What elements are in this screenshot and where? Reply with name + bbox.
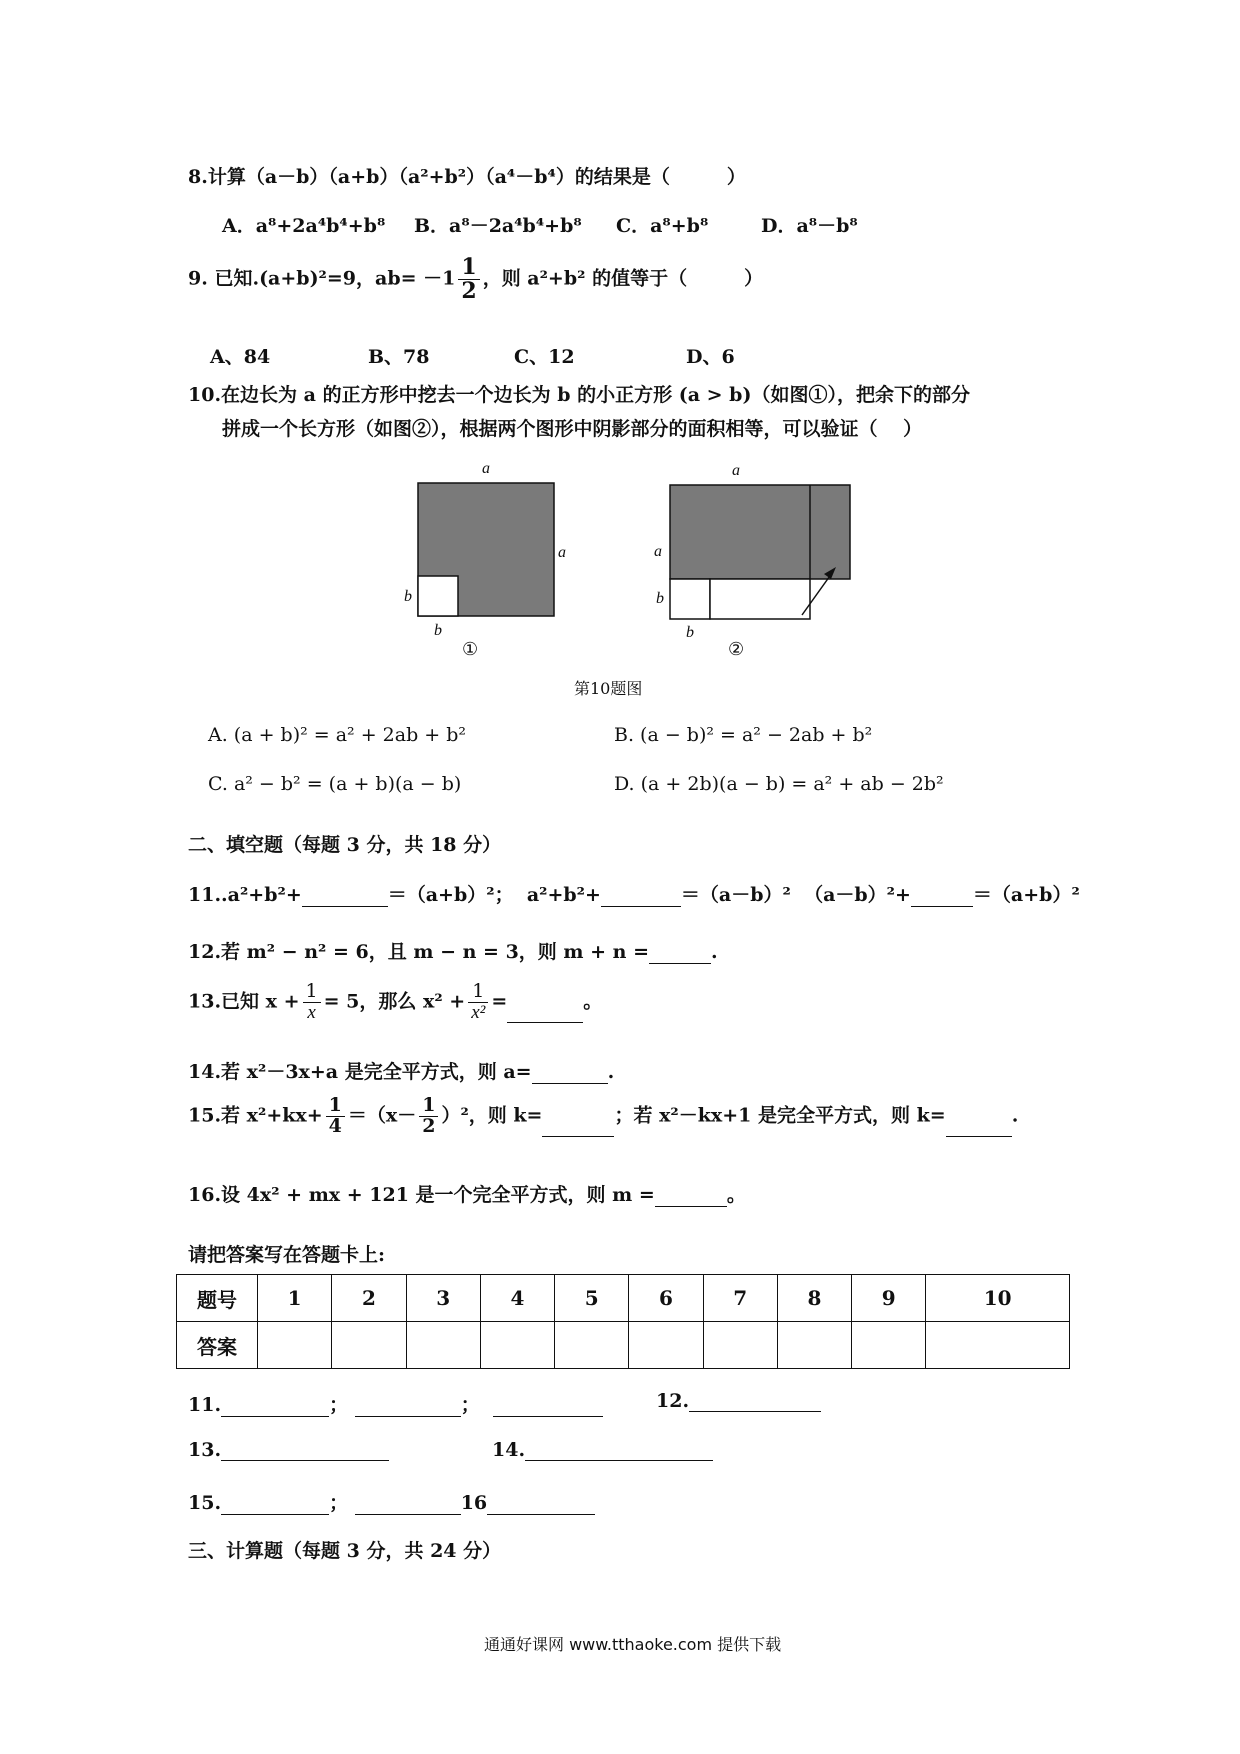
answer-label-11: 11.: [188, 1394, 222, 1416]
answer-cell: [777, 1322, 851, 1369]
q10-stem-line1: 10.在边长为 a 的正方形中挖去一个边长为 b 的小正方形 (a > b)（如图①），把余下的部分: [188, 384, 970, 406]
answer-line-15-16: [188, 1488, 595, 1515]
answer-table-number: 3: [406, 1275, 480, 1322]
q15-blank-1: [542, 1115, 614, 1137]
q16-part1: 16.设 4x² + mx + 121 是一个完全平方式，则 m =: [188, 1184, 655, 1206]
answer-cell: [926, 1322, 1070, 1369]
answer-table-number: 6: [629, 1275, 703, 1322]
q15-f1-denominator: 4: [328, 1114, 342, 1137]
fig2-label-b-bottom: b: [686, 624, 694, 641]
q13-fraction-1: [303, 982, 321, 1023]
fig1-label-b-bottom: b: [434, 622, 442, 639]
q13-f2-numerator: 1: [468, 982, 488, 1003]
q13-f1-numerator: 1: [303, 982, 321, 1003]
q9-stem-after: ，则 a²+b² 的值等于（ ）: [482, 267, 764, 290]
answer-cell: [852, 1322, 926, 1369]
fig1-label-a-right: a: [558, 544, 566, 561]
q16-part2: 。: [726, 1184, 746, 1206]
q11-part6: ＝（a+b）²: [972, 884, 1080, 906]
answer-line-12: [656, 1390, 821, 1412]
answer-blank-15b: [355, 1493, 461, 1515]
q15-part5: .: [1011, 1104, 1019, 1127]
q9-fraction: [458, 256, 479, 303]
q11-blank-3: [911, 885, 973, 907]
q8-option-b: B．a⁸－2a⁴b⁴+b⁸: [414, 215, 582, 237]
q9-option-c: C、12: [514, 346, 575, 368]
q9-option-a: A、84: [210, 346, 271, 368]
answer-cell: [703, 1322, 777, 1369]
q12-part1: 12.若 m² − n² = 6，且 m − n = 3，则 m + n =: [188, 941, 650, 963]
q13-blank: [507, 1001, 583, 1023]
q11: [188, 880, 1080, 907]
answer-blank-16: [487, 1493, 595, 1515]
footer-text: 通通好课网 www.tthaoke.com 提供下载: [484, 1635, 782, 1654]
answer-label-16: 16: [460, 1492, 488, 1514]
q10-option-c: C. a² − b² = (a + b)(a − b): [208, 773, 462, 795]
fig2-label-a-left: a: [654, 543, 662, 560]
answer-cell: [555, 1322, 629, 1369]
q9-fraction-numerator: 1: [458, 256, 479, 280]
answer-label-12: 12.: [656, 1390, 690, 1412]
q12: [188, 937, 718, 964]
answer-table: [176, 1274, 1070, 1369]
answer-line-14: [492, 1439, 713, 1461]
q12-part2: .: [711, 941, 718, 963]
q13-fraction-2: [468, 982, 488, 1023]
q11-part3: a²+b²+: [526, 884, 601, 906]
answer-blank-13: [221, 1439, 389, 1461]
answer-table-row1-label: 题号: [177, 1275, 258, 1322]
q10-option-b: B. (a − b)² = a² − 2ab + b²: [614, 724, 873, 746]
answer-table-number: 9: [852, 1275, 926, 1322]
answer-table-row2-label: 答案: [177, 1322, 258, 1369]
q15-fraction-1: [326, 1096, 345, 1137]
q10-option-a: A. (a + b)² = a² + 2ab + b²: [208, 724, 467, 746]
q15-f2-denominator: 2: [422, 1114, 436, 1137]
answer-cell: [406, 1322, 480, 1369]
answer-table-number: 8: [777, 1275, 851, 1322]
answer-blank-15a: [221, 1493, 329, 1515]
q11-blank-2: [601, 885, 681, 907]
q11-blank-1: [302, 885, 388, 907]
q13-part4: 。: [583, 990, 603, 1013]
fig1-label-b-left: b: [404, 588, 412, 605]
section2-title: 二、填空题（每题 3 分，共 18 分）: [188, 834, 502, 856]
answer-table-number: 4: [480, 1275, 554, 1322]
answer-cell: [332, 1322, 406, 1369]
answer-blank-12: [689, 1390, 821, 1412]
q9-stem-before: 9. 已知.(a+b)²=9，ab= －1: [188, 267, 456, 290]
answer-blank-11b: [355, 1395, 461, 1417]
answer-sep: ；: [460, 1394, 480, 1416]
answer-label-13: 13.: [188, 1439, 222, 1461]
answer-table-answer-row: [177, 1322, 1070, 1369]
fig2-shaded-rect: [670, 485, 850, 579]
fig2-mark: ②: [728, 639, 745, 660]
q13-part1: 13.已知 x +: [188, 990, 300, 1013]
fig1-mark: ①: [462, 639, 479, 660]
answer-label-15: 15.: [188, 1492, 222, 1514]
answer-prompt: 请把答案写在答题卡上:: [188, 1244, 386, 1266]
q10-figure-caption: 第10题图: [574, 679, 643, 698]
answer-cell: [629, 1322, 703, 1369]
q8-stem: 8.计算（a－b）（a+b）（a²+b²）（a⁴－b⁴）的结果是（ ）: [188, 166, 746, 188]
answer-cell: [480, 1322, 554, 1369]
q13-f1-denominator: x: [307, 1001, 316, 1023]
answer-blank-11a: [221, 1395, 329, 1417]
q15-f2-numerator: 1: [419, 1096, 438, 1117]
q11-part1: 11..a²+b²+: [188, 884, 302, 906]
q10-stem-line2: 拼成一个长方形（如图②），根据两个图形中阴影部分的面积相等，可以验证（ ）: [222, 418, 923, 440]
q11-part5: （a－b）²+: [804, 884, 911, 906]
q9-fraction-denominator: 2: [461, 278, 477, 305]
q10-figure: [390, 455, 880, 675]
answer-sep: ；: [329, 1394, 349, 1416]
q15-part4: ；若 x²－kx+1 是完全平方式，则 k=: [614, 1104, 946, 1127]
q11-part2: ＝（a+b）²；: [387, 884, 514, 906]
q16: [188, 1180, 746, 1207]
answer-table-number: 2: [332, 1275, 406, 1322]
q15-part2: ＝（x－: [347, 1104, 417, 1127]
q11-part4: ＝（a－b）²: [680, 884, 791, 906]
answer-blank-11c: [493, 1395, 603, 1417]
answer-table-number: 1: [258, 1275, 332, 1322]
q14-blank: [532, 1062, 608, 1084]
q15: [188, 1096, 1018, 1137]
q13-part3: =: [491, 990, 508, 1013]
fig1-label-a-top: a: [482, 460, 490, 477]
answer-table-number: 5: [555, 1275, 629, 1322]
answer-table-header-row: [177, 1275, 1070, 1322]
q15-blank-2: [946, 1115, 1012, 1137]
q9-option-b: B、78: [368, 346, 430, 368]
q15-part3: ）²，则 k=: [441, 1104, 543, 1127]
q10-option-d: D. (a + 2b)(a − b) = a² + ab − 2b²: [614, 773, 944, 795]
q8-option-c: C．a⁸+b⁸: [616, 215, 709, 237]
q14: [188, 1057, 614, 1084]
q14-part2: .: [607, 1061, 615, 1083]
q8-option-a: A．a⁸+2a⁴b⁴+b⁸: [222, 215, 386, 237]
q13-f2-denominator: x²: [471, 1001, 486, 1023]
answer-blank-14: [525, 1439, 713, 1461]
answer-table-number: 7: [703, 1275, 777, 1322]
answer-cell: [258, 1322, 332, 1369]
q13-part2: = 5，那么 x² +: [323, 990, 466, 1013]
q9-stem: [188, 256, 763, 303]
fig1-small-square: [418, 576, 458, 616]
q12-blank: [649, 942, 711, 964]
answer-line-11: [188, 1390, 603, 1417]
q15-fraction-2: [419, 1096, 438, 1137]
fig2-bottom-strip: [710, 579, 810, 619]
answer-table-number: 10: [926, 1275, 1070, 1322]
q13: [188, 982, 602, 1023]
answer-sep: ；: [329, 1492, 349, 1514]
q14-part1: 14.若 x²－3x+a 是完全平方式，则 a=: [188, 1061, 532, 1083]
q15-part1: 15.若 x²+kx+: [188, 1104, 323, 1127]
q15-f1-numerator: 1: [326, 1096, 345, 1117]
q16-blank: [655, 1185, 727, 1207]
q8-option-d: D．a⁸－b⁸: [761, 215, 858, 237]
answer-line-13: [188, 1439, 389, 1461]
q9-option-d: D、6: [686, 346, 735, 368]
section3-title: 三、计算题（每题 3 分，共 24 分）: [188, 1540, 502, 1562]
fig2-small-square: [670, 579, 710, 619]
fig2-label-a-top: a: [732, 462, 740, 479]
fig2-label-b-left: b: [656, 590, 664, 607]
answer-label-14: 14.: [492, 1439, 526, 1461]
